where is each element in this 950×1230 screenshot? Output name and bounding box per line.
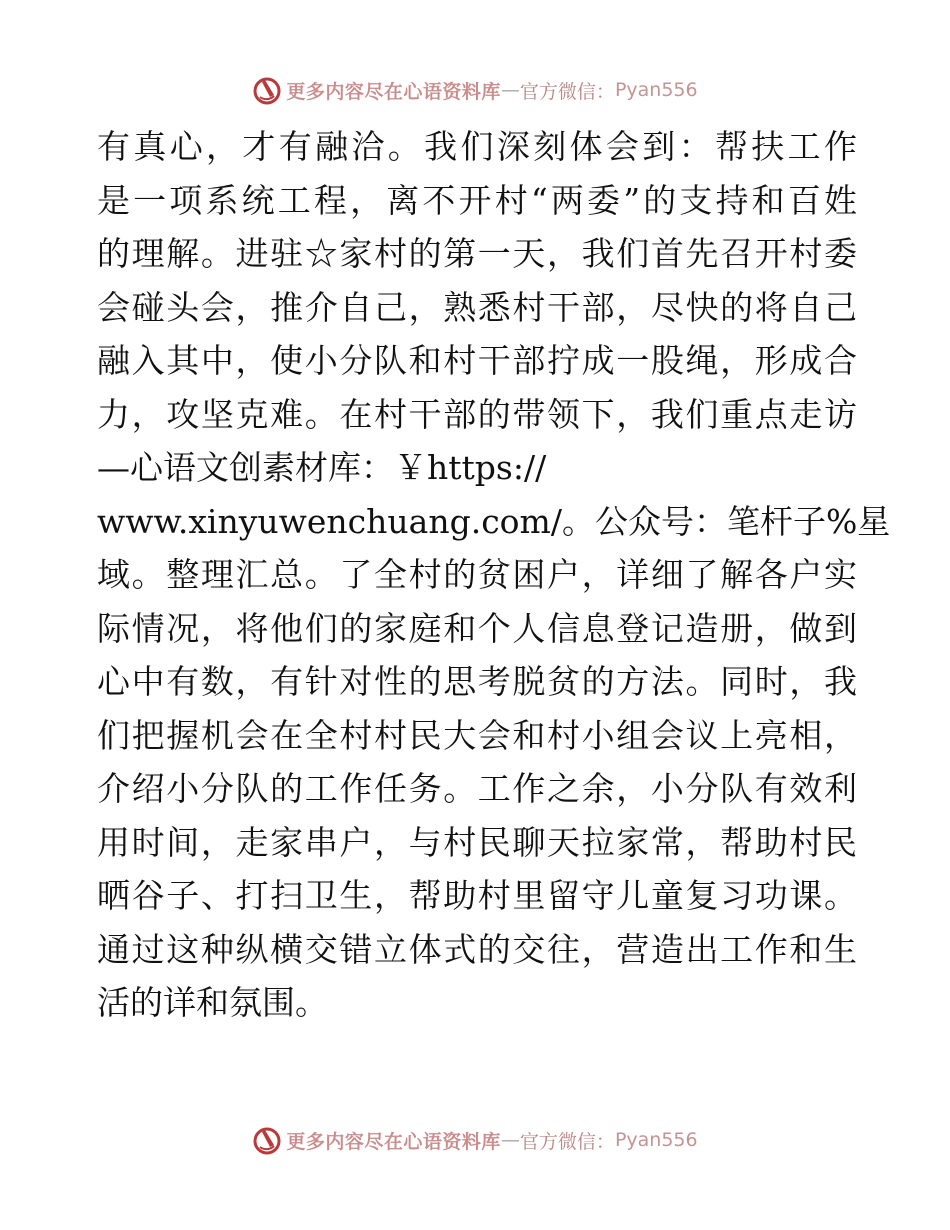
- body-line: 是一项系统工程，离不开村“两委”的支持和百姓: [97, 180, 857, 220]
- header-banner: [0, 70, 950, 110]
- footer-banner-wechat-label: 官方微信：: [519, 1130, 615, 1153]
- body-line: 会碰头会，推介自己，熟悉村干部，尽快的将自己: [97, 287, 857, 327]
- pen-swirl-logo-icon: [252, 75, 282, 105]
- body-line: —心语文创素材库：￥https://: [97, 448, 547, 487]
- body-line: 力，攻坚克难。在村干部的带领下，我们重点走访: [97, 394, 857, 434]
- body-line: 介绍小分队的工作任务。工作之余，小分队有效利: [97, 769, 857, 808]
- header-banner-wechat-label: 官方微信：: [519, 80, 615, 103]
- footer-banner-text: [286, 1127, 697, 1154]
- body-line: 通过这种纵横交错立体式的交往，营造出工作和生: [97, 929, 857, 969]
- body-line: 融入其中，使小分队和村干部拧成一股绳，形成合: [97, 341, 857, 380]
- header-banner-text: [286, 77, 697, 104]
- body-line: 晒谷子、打扫卫生，帮助村里留守儿童复习功课。: [97, 876, 857, 915]
- header-banner-wechat-id: Pyan556: [614, 79, 698, 101]
- document-body: [97, 120, 891, 1030]
- body-line: 们把握机会在全村村民大会和村小组会议上亮相，: [97, 715, 857, 755]
- header-banner-main: 更多内容尽在心语资料库: [286, 80, 501, 103]
- body-line: 有真心，才有融洽。我们深刻体会到：帮扶工作: [97, 127, 857, 166]
- footer-banner: [0, 1120, 950, 1160]
- body-line: 用时间，走家串户，与村民聊天拉家常，帮助村民: [97, 822, 857, 862]
- body-line: 域。整理汇总。了全村的贫困户，详细了解各户实: [97, 555, 857, 594]
- footer-banner-separator: —: [500, 1129, 520, 1151]
- footer-banner-main: 更多内容尽在心语资料库: [286, 1130, 501, 1153]
- pen-swirl-logo-icon: [252, 1125, 282, 1155]
- footer-banner-wechat-id: Pyan556: [614, 1129, 698, 1151]
- header-banner-separator: —: [500, 79, 520, 101]
- body-line: 心中有数，有针对性的思考脱贫的方法。同时，我: [97, 662, 857, 701]
- body-line: 活的详和氛围。: [97, 983, 328, 1022]
- body-line: 际情况，将他们的家庭和个人信息登记造册，做到: [97, 608, 857, 648]
- body-line: 的理解。进驻☆家村的第一天，我们首先召开村委: [97, 234, 857, 273]
- body-line: www.xinyuwenchuang.com/。公众号：笔杆子%星: [97, 501, 891, 541]
